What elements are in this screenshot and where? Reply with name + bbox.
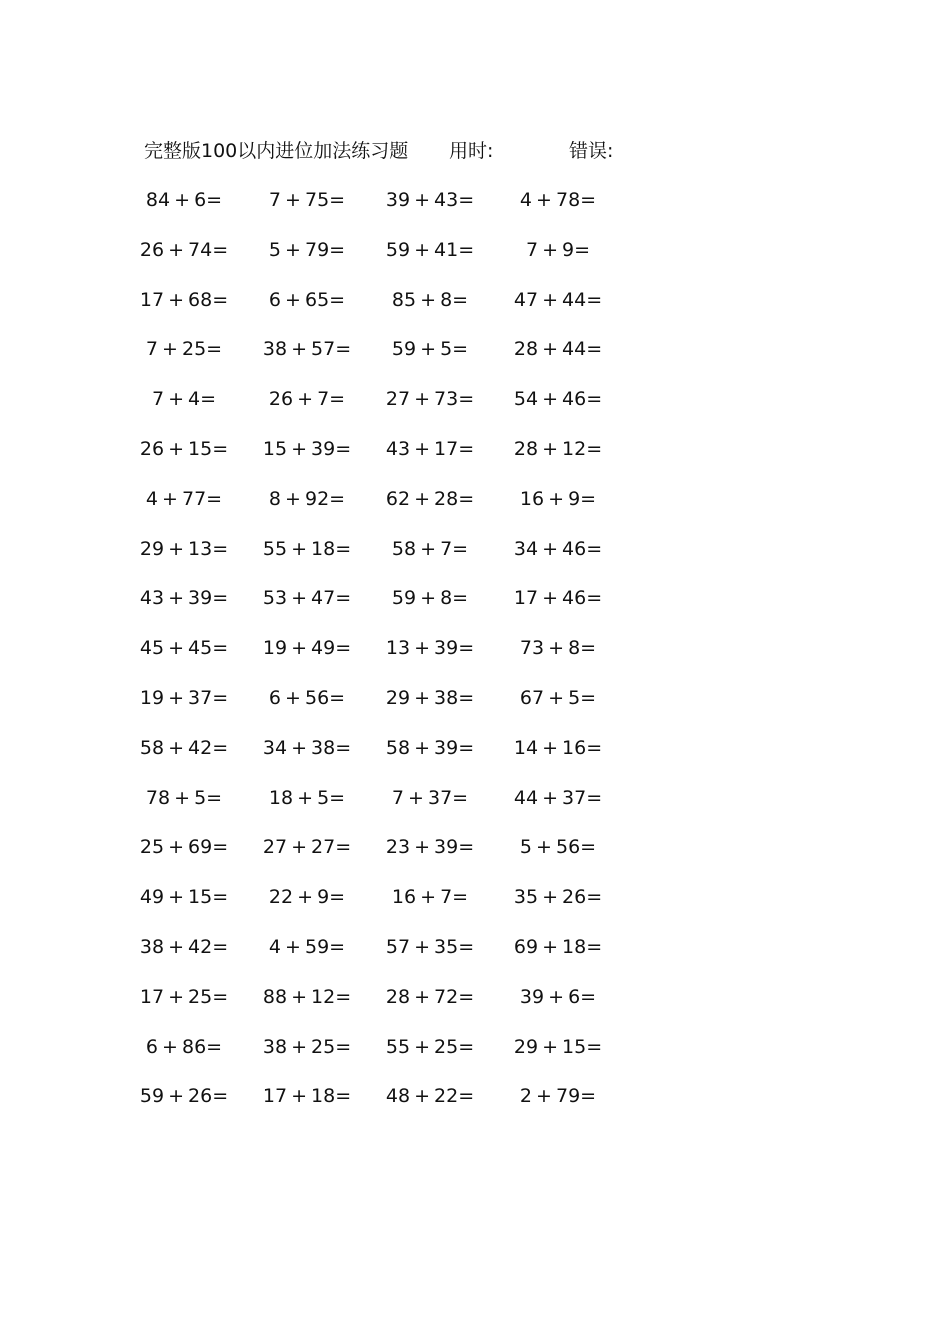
addition-problem: 22 + 9=	[268, 886, 346, 909]
addition-problem: 88 + 12=	[262, 985, 352, 1008]
problem-row	[0, 385, 950, 435]
addition-problem: 62 + 28=	[385, 487, 475, 510]
addition-problem: 59 + 5=	[391, 338, 469, 361]
addition-problem: 28 + 44=	[513, 338, 603, 361]
addition-problem: 39 + 6=	[519, 985, 597, 1008]
problem-row	[0, 1082, 950, 1132]
addition-problem: 84 + 6=	[145, 189, 223, 211]
addition-problem: 25 + 69=	[139, 836, 229, 859]
addition-problem: 39 + 43=	[385, 189, 475, 211]
addition-problem: 58 + 7=	[391, 537, 469, 560]
addition-problem: 44 + 37=	[513, 786, 603, 809]
problem-row	[0, 684, 950, 734]
addition-problem: 27 + 73=	[385, 388, 475, 411]
addition-problem: 85 + 8=	[391, 288, 469, 311]
addition-problem: 6 + 65=	[268, 288, 346, 311]
addition-problem: 48 + 22=	[385, 1085, 475, 1108]
addition-problem: 4 + 77=	[145, 487, 223, 510]
addition-problem: 27 + 27=	[262, 836, 352, 859]
addition-problem: 26 + 74=	[139, 238, 229, 261]
addition-problem: 4 + 59=	[268, 935, 346, 958]
addition-problem: 26 + 15=	[139, 437, 229, 460]
addition-problem: 59 + 26=	[139, 1085, 229, 1108]
addition-problem: 19 + 37=	[139, 686, 229, 709]
problem-row	[0, 1033, 950, 1083]
addition-problem: 69 + 18=	[513, 935, 603, 958]
problem-row	[0, 335, 950, 385]
addition-problem: 16 + 9=	[519, 487, 597, 510]
addition-problem: 47 + 44=	[513, 288, 603, 311]
addition-problem: 78 + 5=	[145, 786, 223, 809]
problem-row	[0, 833, 950, 883]
addition-problem: 26 + 7=	[268, 388, 346, 411]
addition-problem: 8 + 92=	[268, 487, 346, 510]
worksheet-header	[144, 137, 664, 165]
addition-problem: 28 + 72=	[385, 985, 475, 1008]
addition-problem: 13 + 39=	[385, 637, 475, 660]
problem-row	[0, 186, 950, 236]
addition-problem: 73 + 8=	[519, 637, 597, 660]
addition-problem: 7 + 9=	[525, 238, 591, 261]
addition-problem: 28 + 12=	[513, 437, 603, 460]
addition-problem: 49 + 15=	[139, 886, 229, 909]
addition-problem: 17 + 68=	[139, 288, 229, 311]
problem-row	[0, 236, 950, 286]
addition-problem: 67 + 5=	[519, 686, 597, 709]
addition-problem: 7 + 37=	[391, 786, 469, 809]
problem-grid	[0, 186, 950, 1132]
problem-row	[0, 435, 950, 485]
addition-problem: 55 + 25=	[385, 1035, 475, 1058]
addition-problem: 45 + 45=	[139, 637, 229, 660]
problem-row	[0, 933, 950, 983]
addition-problem: 7 + 75=	[268, 189, 346, 211]
addition-problem: 29 + 13=	[139, 537, 229, 560]
addition-problem: 38 + 42=	[139, 935, 229, 958]
problem-row	[0, 485, 950, 535]
addition-problem: 6 + 86=	[145, 1035, 223, 1058]
addition-problem: 29 + 15=	[513, 1035, 603, 1058]
addition-problem: 2 + 79=	[519, 1085, 597, 1108]
addition-problem: 34 + 38=	[262, 736, 352, 759]
addition-problem: 14 + 16=	[513, 736, 603, 759]
addition-problem: 4 + 78=	[519, 189, 597, 211]
addition-problem: 17 + 25=	[139, 985, 229, 1008]
addition-problem: 5 + 56=	[519, 836, 597, 859]
addition-problem: 59 + 8=	[391, 587, 469, 610]
addition-problem: 54 + 46=	[513, 388, 603, 411]
addition-problem: 16 + 7=	[391, 886, 469, 909]
problem-row	[0, 784, 950, 834]
problem-row	[0, 535, 950, 585]
errors-label: 错误:	[569, 140, 614, 162]
problem-row	[0, 983, 950, 1033]
addition-problem: 53 + 47=	[262, 587, 352, 610]
addition-problem: 23 + 39=	[385, 836, 475, 859]
addition-problem: 57 + 35=	[385, 935, 475, 958]
addition-problem: 34 + 46=	[513, 537, 603, 560]
addition-problem: 55 + 18=	[262, 537, 352, 560]
addition-problem: 38 + 25=	[262, 1035, 352, 1058]
addition-problem: 43 + 39=	[139, 587, 229, 610]
addition-problem: 58 + 42=	[139, 736, 229, 759]
addition-problem: 38 + 57=	[262, 338, 352, 361]
problem-row	[0, 634, 950, 684]
addition-problem: 17 + 18=	[262, 1085, 352, 1108]
problem-row	[0, 584, 950, 634]
problem-row	[0, 883, 950, 933]
time-label: 用时:	[449, 140, 494, 162]
addition-problem: 43 + 17=	[385, 437, 475, 460]
addition-problem: 7 + 4=	[151, 388, 217, 411]
addition-problem: 17 + 46=	[513, 587, 603, 610]
problem-row	[0, 734, 950, 784]
addition-problem: 19 + 49=	[262, 637, 352, 660]
worksheet-title: 完整版100以内进位加法练习题	[144, 140, 409, 162]
addition-problem: 7 + 25=	[145, 338, 223, 361]
addition-problem: 35 + 26=	[513, 886, 603, 909]
addition-problem: 59 + 41=	[385, 238, 475, 261]
addition-problem: 58 + 39=	[385, 736, 475, 759]
addition-problem: 15 + 39=	[262, 437, 352, 460]
addition-problem: 6 + 56=	[268, 686, 346, 709]
addition-problem: 18 + 5=	[268, 786, 346, 809]
addition-problem: 29 + 38=	[385, 686, 475, 709]
addition-problem: 5 + 79=	[268, 238, 346, 261]
problem-row	[0, 286, 950, 336]
